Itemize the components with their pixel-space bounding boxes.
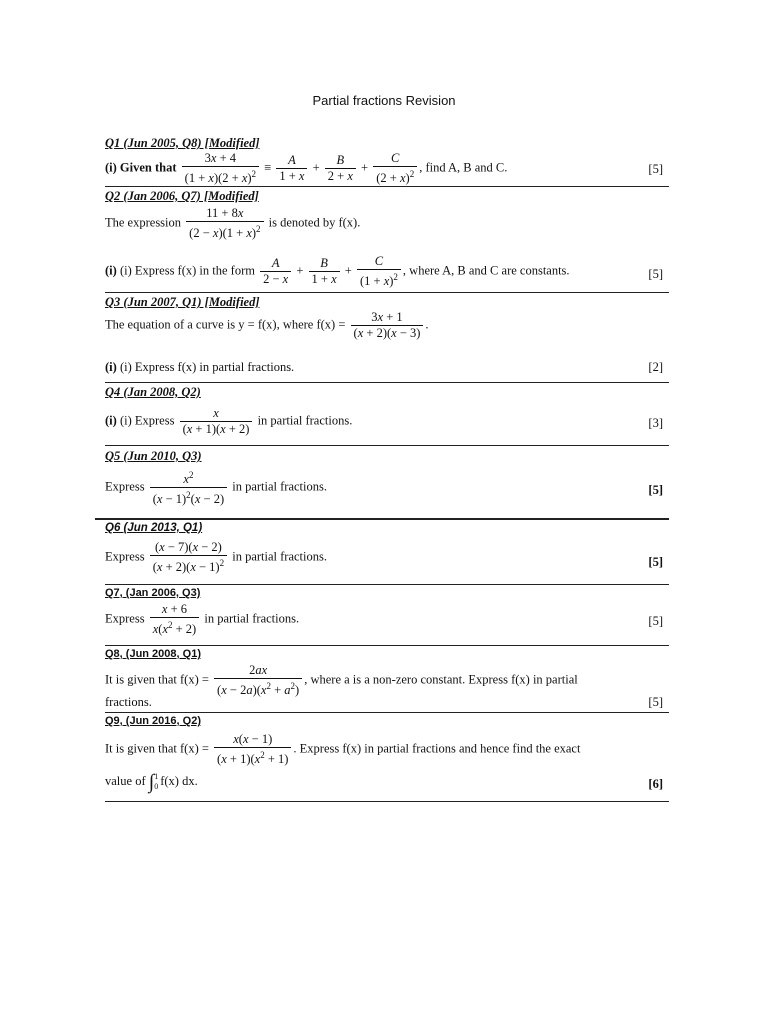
divider	[105, 292, 669, 293]
marks: [2]	[648, 360, 663, 374]
fraction: $\frac{(x - 7)(x - 2)}{(x + 2)(x - 1)^2}$	[150, 541, 227, 574]
integral-sign: ∫	[148, 771, 155, 793]
page-title: Partial fractions Revision	[312, 93, 456, 108]
fraction: $\frac{C}{(1 + x)^2}$	[357, 255, 401, 288]
fraction: $\frac{11 + 8x}{(2 - x)(1 + x)^2}$	[186, 207, 263, 240]
question-text: The expression $\frac{11 + 8x}{(2 - x)(1 + x)^2}$ is denoted by f(x).	[105, 206, 361, 241]
question-heading: Q3 (Jun 2007, Q1) [Modified]	[105, 295, 260, 309]
fraction: $\frac{B}{2 + x}$	[325, 154, 356, 183]
question-text: (i) Given that $\frac{3x + 4}{(1 + x)(2 + x)^2}$ ≡ $\frac{A}{1 + x}$ + $\frac{B}{2 + x}$ + $\frac{C}{(2 + x)^2}$ , find A, B and C.	[105, 151, 508, 186]
fraction: $\frac{x^2}{(x - 1)^2(x - 2)}$	[150, 469, 227, 506]
question-text: The equation of a curve is y = f(x), where f(x) = $\frac{3x + 1}{(x + 2)(x - 3)}$ .	[105, 310, 429, 340]
question-text: It is given that f(x) = $\frac{x(x - 1)}{(x + 1)(x^2 + 1)}$ . Express f(x) in partial fractions and hence find the exact	[105, 732, 581, 767]
marks: [5]	[648, 162, 663, 176]
integral-limits: 1 0	[154, 772, 159, 791]
divider	[105, 382, 669, 383]
question-heading: Q8, (Jun 2008, Q1)	[105, 648, 201, 660]
divider	[105, 186, 669, 187]
question-heading: Q6 (Jun 2013, Q1)	[105, 522, 203, 534]
marks: [5]	[648, 695, 663, 709]
question-text: Express $\frac{x^2}{(x - 1)^2(x - 2)}$ in partial fractions.	[105, 470, 327, 507]
question-heading: Q4 (Jan 2008, Q2)	[105, 385, 201, 399]
question-text: Express $\frac{x + 6}{x(x^2 + 2)}$ in partial fractions.	[105, 602, 300, 637]
fraction: $\frac{x(x - 1)}{(x + 1)(x^2 + 1)}$	[214, 733, 291, 766]
divider	[105, 712, 669, 713]
fraction: $\frac{B}{1 + x}$	[309, 257, 340, 286]
question-part: (i) (i) Express f(x) in the form $\frac{A}{2 - x}$ + $\frac{B}{1 + x}$ + $\frac{C}{(1 + x)^2}$ , where A, B and C are constants.	[105, 254, 570, 289]
question-text: Express $\frac{(x - 7)(x - 2)}{(x + 2)(x - 1)^2}$ in partial fractions.	[105, 540, 327, 575]
marks: [5]	[648, 555, 663, 569]
marks: [5]	[648, 614, 663, 628]
question-part: (i) (i) Express f(x) in partial fractions.	[105, 360, 295, 374]
question-heading: Q5 (Jun 2010, Q3)	[105, 449, 202, 463]
divider	[105, 801, 669, 802]
divider	[105, 645, 669, 646]
fraction: $\frac{A}{1 + x}$	[276, 154, 307, 183]
question-text-continued: fractions.	[105, 695, 152, 709]
fraction: $\frac{x}{(x + 1)(x + 2)}$	[180, 407, 253, 436]
question-text: It is given that f(x) = $\frac{2ax}{(x - 2a)(x^2 + a^2)}$ , where a is a non-zero constant. Express f(x) in partial	[105, 663, 578, 698]
fraction: $\frac{C}{(2 + x)^2}$	[373, 152, 417, 185]
divider	[95, 518, 669, 520]
divider	[105, 445, 669, 446]
question-heading: Q1 (Jun 2005, Q8) [Modified]	[105, 136, 260, 150]
fraction: $\frac{3x + 4}{(1 + x)(2 + x)^2}$	[182, 152, 259, 185]
fraction: $\frac{A}{2 - x}$	[260, 257, 291, 286]
question-heading: Q7, (Jan 2006, Q3)	[105, 587, 201, 599]
marks: [5]	[648, 267, 663, 281]
divider	[105, 584, 669, 585]
question-text: (i) (i) Express $\frac{x}{(x + 1)(x + 2)}$ in partial fractions.	[105, 406, 353, 436]
marks: [3]	[648, 416, 663, 430]
marks: [6]	[648, 777, 663, 791]
question-text-continued: value of ∫ 1 0 f(x) dx.	[105, 771, 198, 793]
fraction: $\frac{2ax}{(x - 2a)(x^2 + a^2)}$	[214, 664, 302, 697]
question-heading: Q2 (Jan 2006, Q7) [Modified]	[105, 189, 259, 203]
marks: [5]	[648, 483, 663, 497]
fraction: $\frac{3x + 1}{(x + 2)(x - 3)}$	[351, 311, 424, 340]
fraction: $\frac{x + 6}{x(x^2 + 2)}$	[150, 603, 200, 636]
question-heading: Q9, (Jun 2016, Q2)	[105, 715, 201, 727]
